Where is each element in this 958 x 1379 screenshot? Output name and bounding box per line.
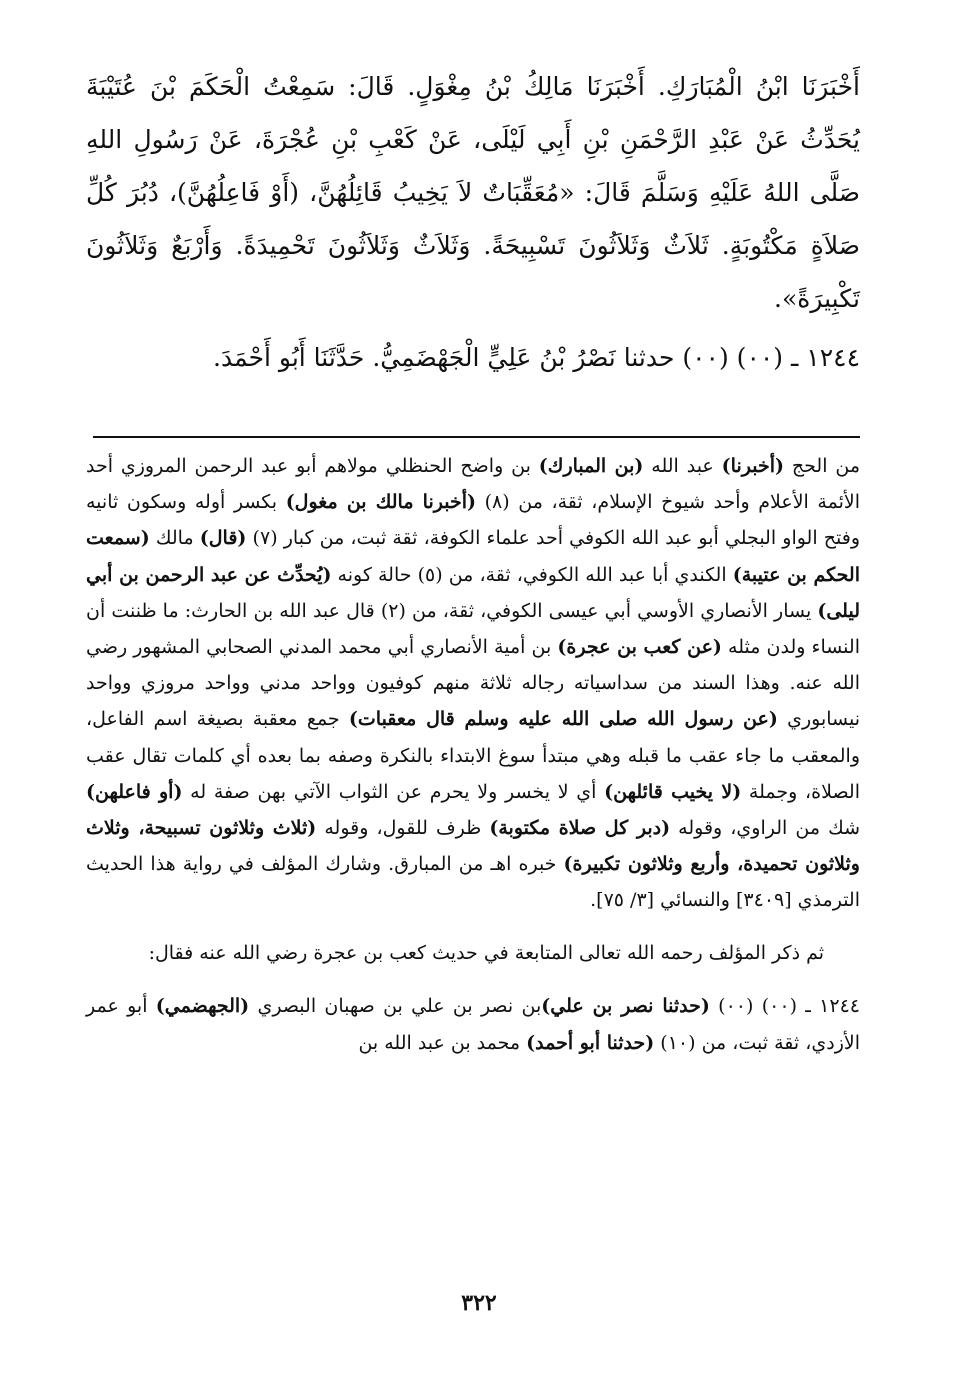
commentary-bold-term: (أو فاعلهن) — [86, 780, 183, 803]
book-page — [86, 60, 860, 1360]
next-hadith-heading: ١٢٤٤ ـ (٠٠) (٠٠) حدثنا نَصْرُ بْنُ عَلِيٍّ الْجَهْضَمِيُّ. حَدَّثَنَا أَبُو أَحْمَدَ. — [213, 343, 860, 372]
commentary-text: محمد بن عبد الله بن — [358, 1031, 527, 1054]
follow-up-intro: ثم ذكر المؤلف رحمه الله تعالى المتابعة في حديث كعب بن عجرة رضي الله عنه فقال: — [148, 941, 824, 964]
commentary-text: مالك — [149, 527, 200, 550]
commentary-text: شك من الراوي، وقوله — [670, 817, 861, 840]
commentary-text: بن واضح الحنظلي مولاهم أبو عبد الرحمن المروزي أحد الأئمة الأعلام وأحد شيوخ الإسلام، ثقة، من (٨) — [86, 455, 860, 514]
hadith-text: أَخْبَرَنَا ابْنُ الْمُبَارَكِ. أَخْبَرَنَا مَالِكُ بْنُ مِغْوَلٍ. قَالَ: سَمِعْتُ الْحَكَمَ بْنَ عُتَيْبَةَ يُحَدِّثُ عَنْ عَبْدِ الرَّحْمَنِ بْنِ أَبِي لَيْلَى، عَنْ كَعْبِ بْنِ عُجْرَةَ، عَنْ رَسُولِ اللهِ صَلَّى اللهُ عَلَيْهِ وَسَلَّمَ قَالَ: «مُعَقِّبَاتٌ لاَ يَخِيبُ قَائِلُهُنَّ، (أَوْ فَاعِلُهُنَّ)، دُبُرَ كُلِّ صَلاَةٍ مَكْتُوبَةٍ. ثَلاَثٌ وَثَلاَثُونَ تَسْبِيحَةً. وَثَلاَثٌ وَثَلاَثُونَ تَحْمِيدَةً. وَأَرْبَعٌ وَثَلاَثُونَ تَكْبِيرَةً». — [86, 72, 860, 313]
commentary-text: بكسر أوله وسكون ثانيه وفتح الواو البجلي أبو عبد الله الكوفي أحد علماء الكوفة، ثقة ثبت، من كبار (٧) — [86, 491, 860, 550]
commentary-text: من الحج — [783, 455, 860, 477]
commentary-text: ١٢٤٤ ـ (٠٠) (٠٠) — [709, 994, 860, 1017]
commentary-bold-term: (أخبرنا مالك بن مغول) — [285, 491, 476, 514]
footnote-divider — [93, 436, 860, 438]
commentary-text: بن أمية الأنصاري أبي محمد المدني الصحابي المشهور رضي الله عنه. وهذا السند من سداسياته رجاله ثلاثة منهم كوفيون وواحد مدني وواحد مروزي وواحد نيسابوري — [86, 636, 860, 731]
commentary-bold-term: (ثلاث وثلاثون تسبيحة، وثلاث وثلاثون تحميدة، وأربع وثلاثون تكبيرة) — [86, 817, 860, 876]
commentary-bold-term: (أخبرنا) — [721, 455, 784, 477]
commentary-text: أي لا يخسر ولا يحرم عن الثواب الآتي بهن صفة له — [182, 780, 605, 803]
commentary-bold-term: (دبر كل صلاة مكتوبة) — [489, 817, 671, 840]
page-number: ٣٢٢ — [461, 1290, 497, 1316]
commentary-bold-term: (حدثنا نصر بن علي) — [541, 994, 710, 1017]
commentary-bold-term: (عن رسول الله صلى الله عليه وسلم قال معقبات) — [348, 708, 778, 731]
commentary-text: بن نصر بن علي بن صهبان البصري — [249, 994, 542, 1017]
next-hadith-commentary — [86, 988, 860, 1062]
commentary-bold-term: (حدثنا أبو أحمد) — [526, 1031, 655, 1054]
commentary-text: خبره اهـ من المبارق. وشارك المؤلف في رواية هذا الحديث الترمذي [٣٤٠٩] والنسائي [٣/ ٧٥]. — [86, 853, 860, 912]
commentary-text: يسار الأنصاري الأوسي أبي عيسى الكوفي، ثقة، من (٢) قال عبد الله بن الحارث: ما ظننت أن النساء ولدن مثله — [86, 599, 860, 659]
commentary-text: عبد الله — [643, 455, 722, 477]
commentary-text: أبو عمر الأزدي، ثقة ثبت، من (١٠) — [86, 994, 860, 1054]
commentary-paragraph — [86, 448, 860, 919]
commentary-text: الكندي أبا عبد الله الكوفي، ثقة، من (٥) حالة كونه — [331, 563, 733, 586]
commentary-bold-term: (بن المبارك) — [538, 455, 644, 477]
commentary-text: جمع معقبة بصيغة اسم الفاعل، والمعقب ما جاء عقب ما قبله وهي مبتدأ سوغ الابتداء بالنكرة وصفه بما بعده أي كلمات تقال عقب الصلاة، وجملة — [86, 708, 860, 803]
commentary-text: ظرف للقول، وقوله — [316, 817, 490, 840]
commentary-bold-term: (لا يخيب قائلهن) — [604, 780, 742, 803]
commentary-bold-term: (يُحدِّث عن عبد الرحمن بن أبي ليلى) — [86, 563, 860, 622]
commentary-bold-term: (عن كعب بن عجرة) — [557, 636, 722, 659]
commentary-bold-term: (سمعت الحكم بن عتيبة) — [86, 527, 860, 586]
commentary-bold-term: (قال) — [199, 527, 247, 550]
commentary-bold-term: (الجهضمي) — [155, 994, 250, 1017]
